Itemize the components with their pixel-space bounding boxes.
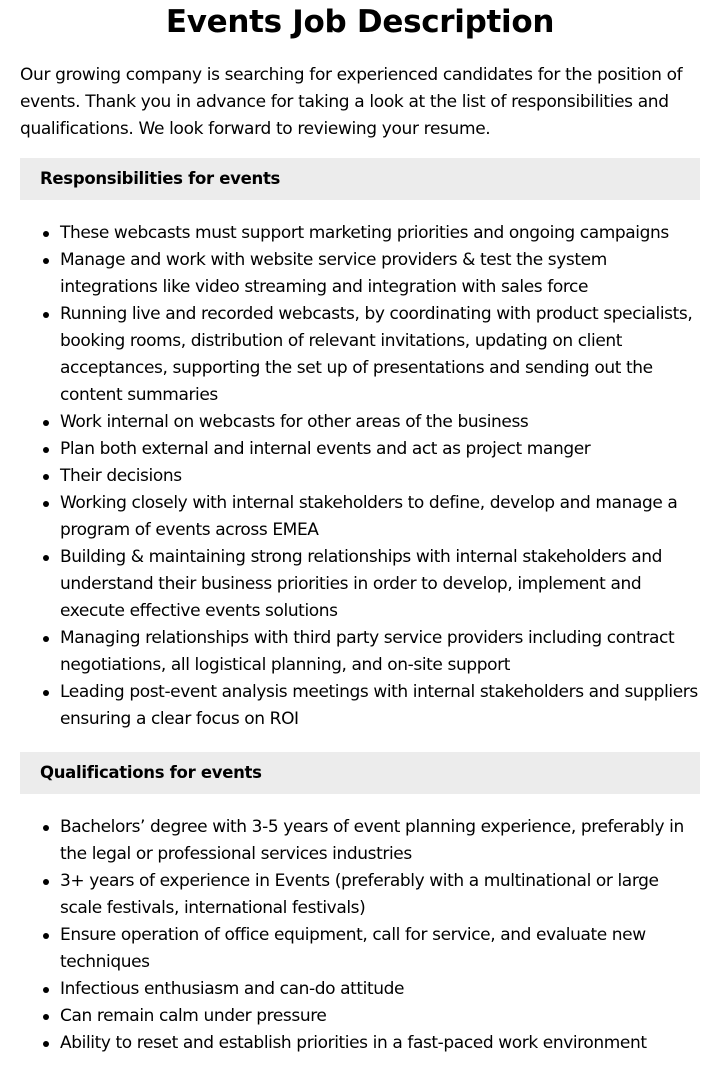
list-item: Bachelors’ degree with 3-5 years of event planning experience, preferably in the legal or professional services industries [60,814,700,868]
list-item: These webcasts must support marketing priorities and ongoing campaigns [60,220,700,247]
list-item: 3+ years of experience in Events (preferably with a multinational or large scale festivals, international festivals) [60,868,700,922]
qualifications-list [20,814,700,1057]
list-item: Plan both external and internal events and act as project manger [60,436,700,463]
list-item: Can remain calm under pressure [60,1003,700,1030]
list-item: Leading post-event analysis meetings with internal stakeholders and suppliers ensuring a clear focus on ROI [60,679,700,733]
responsibilities-list [20,220,700,733]
list-item: Building & maintaining strong relationships with internal stakeholders and understand their business priorities in order to develop, implement and execute effective events solutions [60,544,700,625]
list-item: Running live and recorded webcasts, by coordinating with product specialists, booking rooms, distribution of relevant invitations, updating on client acceptances, supporting the set up of presentations and sending out the content summaries [60,301,700,409]
list-item: Managing relationships with third party service providers including contract negotiations, all logistical planning, and on-site support [60,625,700,679]
list-item: Work internal on webcasts for other areas of the business [60,409,700,436]
list-item: Ability to reset and establish priorities in a fast-paced work environment [60,1030,700,1057]
list-item: Manage and work with website service providers & test the system integrations like video streaming and integration with sales force [60,247,700,301]
list-item: Infectious enthusiasm and can-do attitude [60,976,700,1003]
responsibilities-heading: Responsibilities for events [20,158,700,200]
intro-paragraph: Our growing company is searching for experienced candidates for the position of events. Thank you in advance for taking a look at the list of responsibilities and qualifications. We look forward to reviewing your resume. [20,65,683,139]
list-item: Their decisions [60,463,700,490]
list-item: Working closely with internal stakeholders to define, develop and manage a program of events across EMEA [60,490,700,544]
page-title: Events Job Description [165,4,555,40]
qualifications-heading: Qualifications for events [20,752,700,794]
list-item: Ensure operation of office equipment, call for service, and evaluate new techniques [60,922,700,976]
